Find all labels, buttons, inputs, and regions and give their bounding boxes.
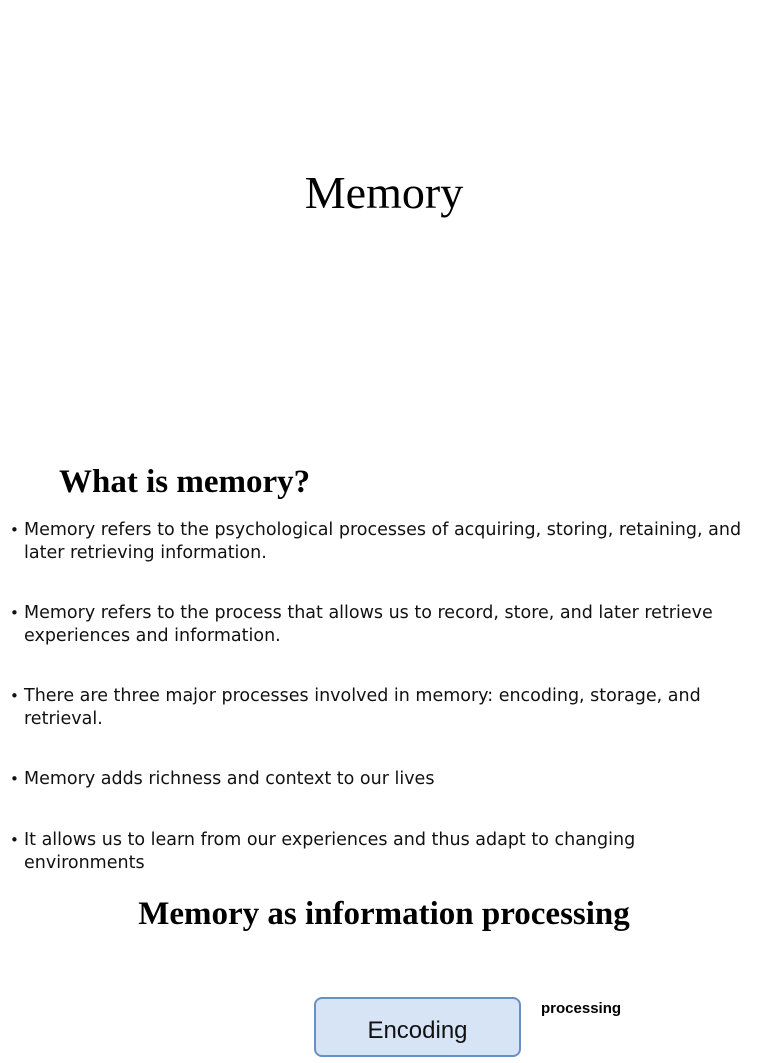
bullet-icon: •: [10, 831, 19, 849]
bullet-text: Memory refers to the psychological processes of acquiring, storing, retaining, and later retrieving information.: [24, 520, 742, 563]
bullet-icon: •: [10, 604, 19, 622]
information-processing-heading: Memory as information processing: [138, 896, 630, 932]
bullet-icon: •: [10, 521, 19, 539]
slide-title: Memory: [304, 167, 464, 218]
bullet-text: There are three major processes involved in memory: encoding, storage, and retrieval.: [24, 686, 701, 729]
bullet-text: It allows us to learn from our experiences and thus adapt to changing environments: [24, 830, 636, 873]
bullet-icon: •: [10, 687, 19, 705]
bullet-icon: •: [10, 770, 19, 788]
bullet-text: Memory adds richness and context to our lives: [24, 769, 435, 789]
bullet-item: [10, 685, 750, 731]
bullet-text: Memory refers to the process that allows us to record, store, and later retrieve experiences and information.: [24, 603, 713, 646]
encoding-box: Encoding: [314, 997, 521, 1057]
processing-label: processing: [541, 1000, 622, 1017]
memory-process-diagram: [0, 990, 768, 1044]
bullet-item: [10, 768, 750, 791]
bullet-item: [10, 602, 750, 648]
bullet-item: [10, 829, 750, 875]
what-is-memory-heading: What is memory?: [59, 464, 311, 500]
bullet-item: [10, 519, 750, 565]
